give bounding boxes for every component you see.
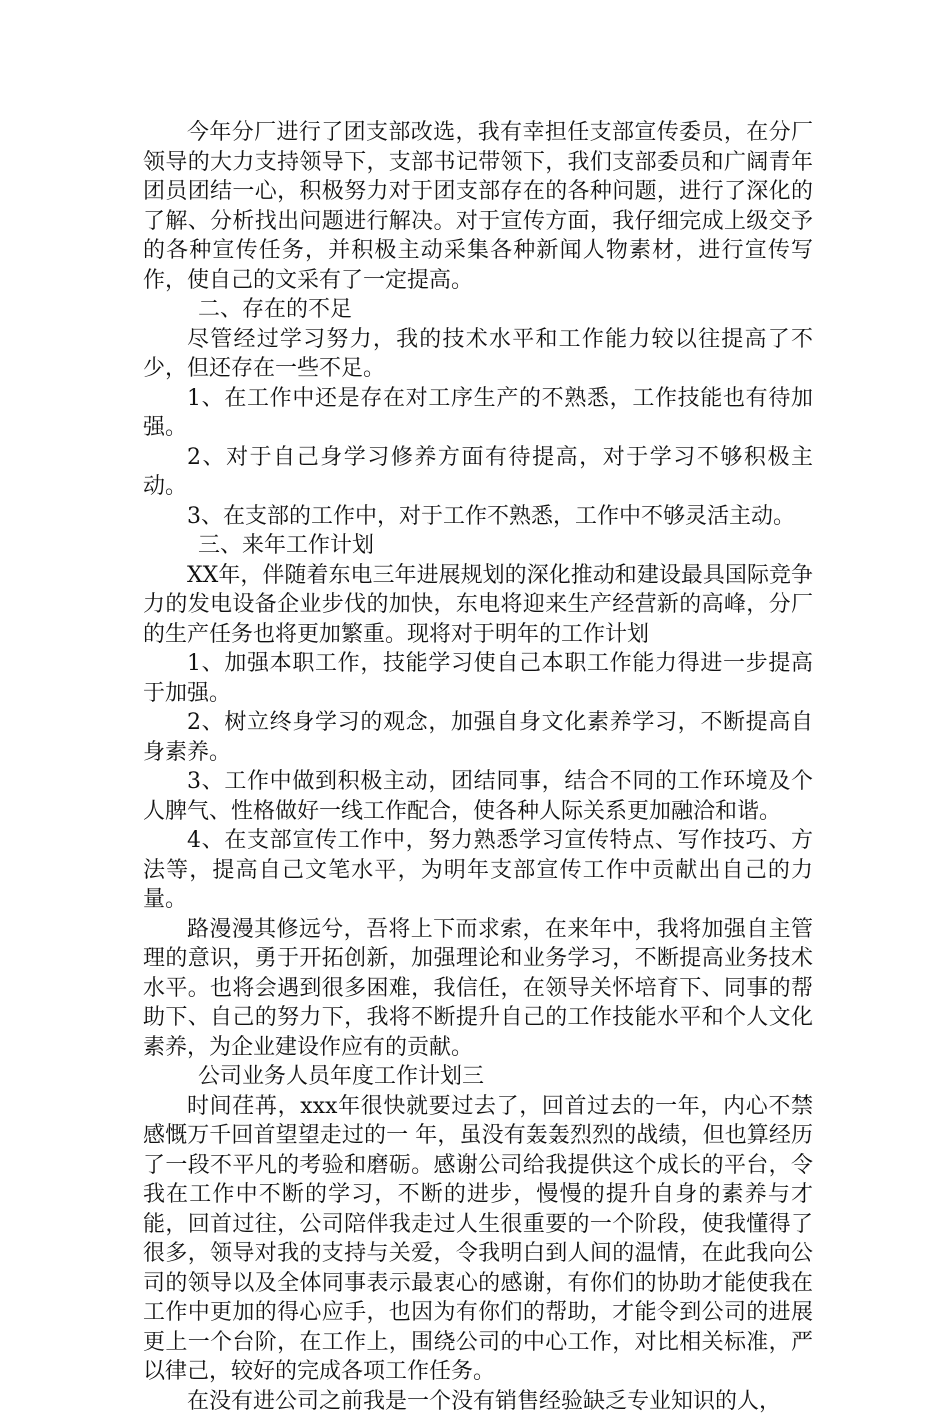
list-item-shortcoming-3: 3、在支部的工作中，对于工作不熟悉，工作中不够灵活主动。 bbox=[143, 502, 813, 532]
list-item-shortcoming-2: 2、对于自己身学习修养方面有待提高，对于学习不够积极主动。 bbox=[143, 443, 813, 502]
paragraph-review: 时间荏苒，xxx年很快就要过去了，回首过去的一年，内心不禁感慨万千回首望望走过的一 年，虽没有轰轰烈烈的战绩，但也算经历了一段不平凡的考验和磨砺。感谢公司给我提供这个成长的平台，令我在工作中不断的学习，不断的进步，慢慢的提升自身的素养与才能，回首过往，公司陪伴我走过人生很重要的一个阶段，使我懂得了很多，领导对我的支持与关爱，令我明白到人间的温情，在此我向公司的领导以及全体同事表示最衷心的感谢，有你们的协助才能使我在工作中更加的得心应手，也因为有你们的帮助，才能令到公司的进展更上一个台阶，在工作上，围绕公司的中心工作，对比相关标准，严以律己，较好的完成各项工作任务。 bbox=[143, 1092, 813, 1387]
paragraph-intro: 今年分厂进行了团支部改选，我有幸担任支部宣传委员，在分厂领导的大力支持领导下，支部书记带领下，我们支部委员和广阔青年团员团结一心，积极努力对于团支部存在的各种问题，进行了深化的了解、分析找出问题进行解决。对于宣传方面，我仔细完成上级交予的各种宣传任务，并积极主动采集各种新闻人物素材，进行宣传写作，使自己的文采有了一定提高。 bbox=[143, 118, 813, 295]
paragraph-before-joining: 在没有进公司之前我是一个没有销售经验缺乏专业知识的人， bbox=[143, 1387, 813, 1416]
list-item-plan-2: 2、树立终身学习的观念，加强自身文化素养学习，不断提高自身素养。 bbox=[143, 708, 813, 767]
section-heading-plan: 三、来年工作计划 bbox=[143, 531, 813, 561]
list-item-plan-3: 3、工作中做到积极主动，团结同事，结合不同的工作环境及个人脾气、性格做好一线工作配合，使各种人际关系更加融洽和谐。 bbox=[143, 767, 813, 826]
list-item-shortcoming-1: 1、在工作中还是存在对工序生产的不熟悉，工作技能也有待加强。 bbox=[143, 384, 813, 443]
list-item-plan-1: 1、加强本职工作，技能学习使自己本职工作能力得进一步提高于加强。 bbox=[143, 649, 813, 708]
document-page bbox=[143, 118, 813, 1416]
section-heading-shortcomings: 二、存在的不足 bbox=[143, 295, 813, 325]
paragraph-shortcomings: 尽管经过学习努力，我的技术水平和工作能力较以往提高了不少，但还存在一些不足。 bbox=[143, 325, 813, 384]
paragraph-plan-intro: XX年，伴随着东电三年进展规划的深化推动和建设最具国际竞争力的发电设备企业步伐的加快，东电将迎来生产经营新的高峰，分厂的生产任务也将更加繁重。现将对于明年的工作计划 bbox=[143, 561, 813, 650]
list-item-plan-4: 4、在支部宣传工作中，努力熟悉学习宣传特点、写作技巧、方法等，提高自己文笔水平，为明年支部宣传工作中贡献出自己的力量。 bbox=[143, 826, 813, 915]
section-heading-plan-three: 公司业务人员年度工作计划三 bbox=[143, 1062, 813, 1092]
paragraph-conclusion: 路漫漫其修远兮，吾将上下而求索，在来年中，我将加强自主管理的意识，勇于开拓创新，加强理论和业务学习，不断提高业务技术水平。也将会遇到很多困难，我信任，在领导关怀培育下、同事的帮助下、自己的努力下，我将不断提升自己的工作技能水平和个人文化素养，为企业建设作应有的贡献。 bbox=[143, 915, 813, 1063]
